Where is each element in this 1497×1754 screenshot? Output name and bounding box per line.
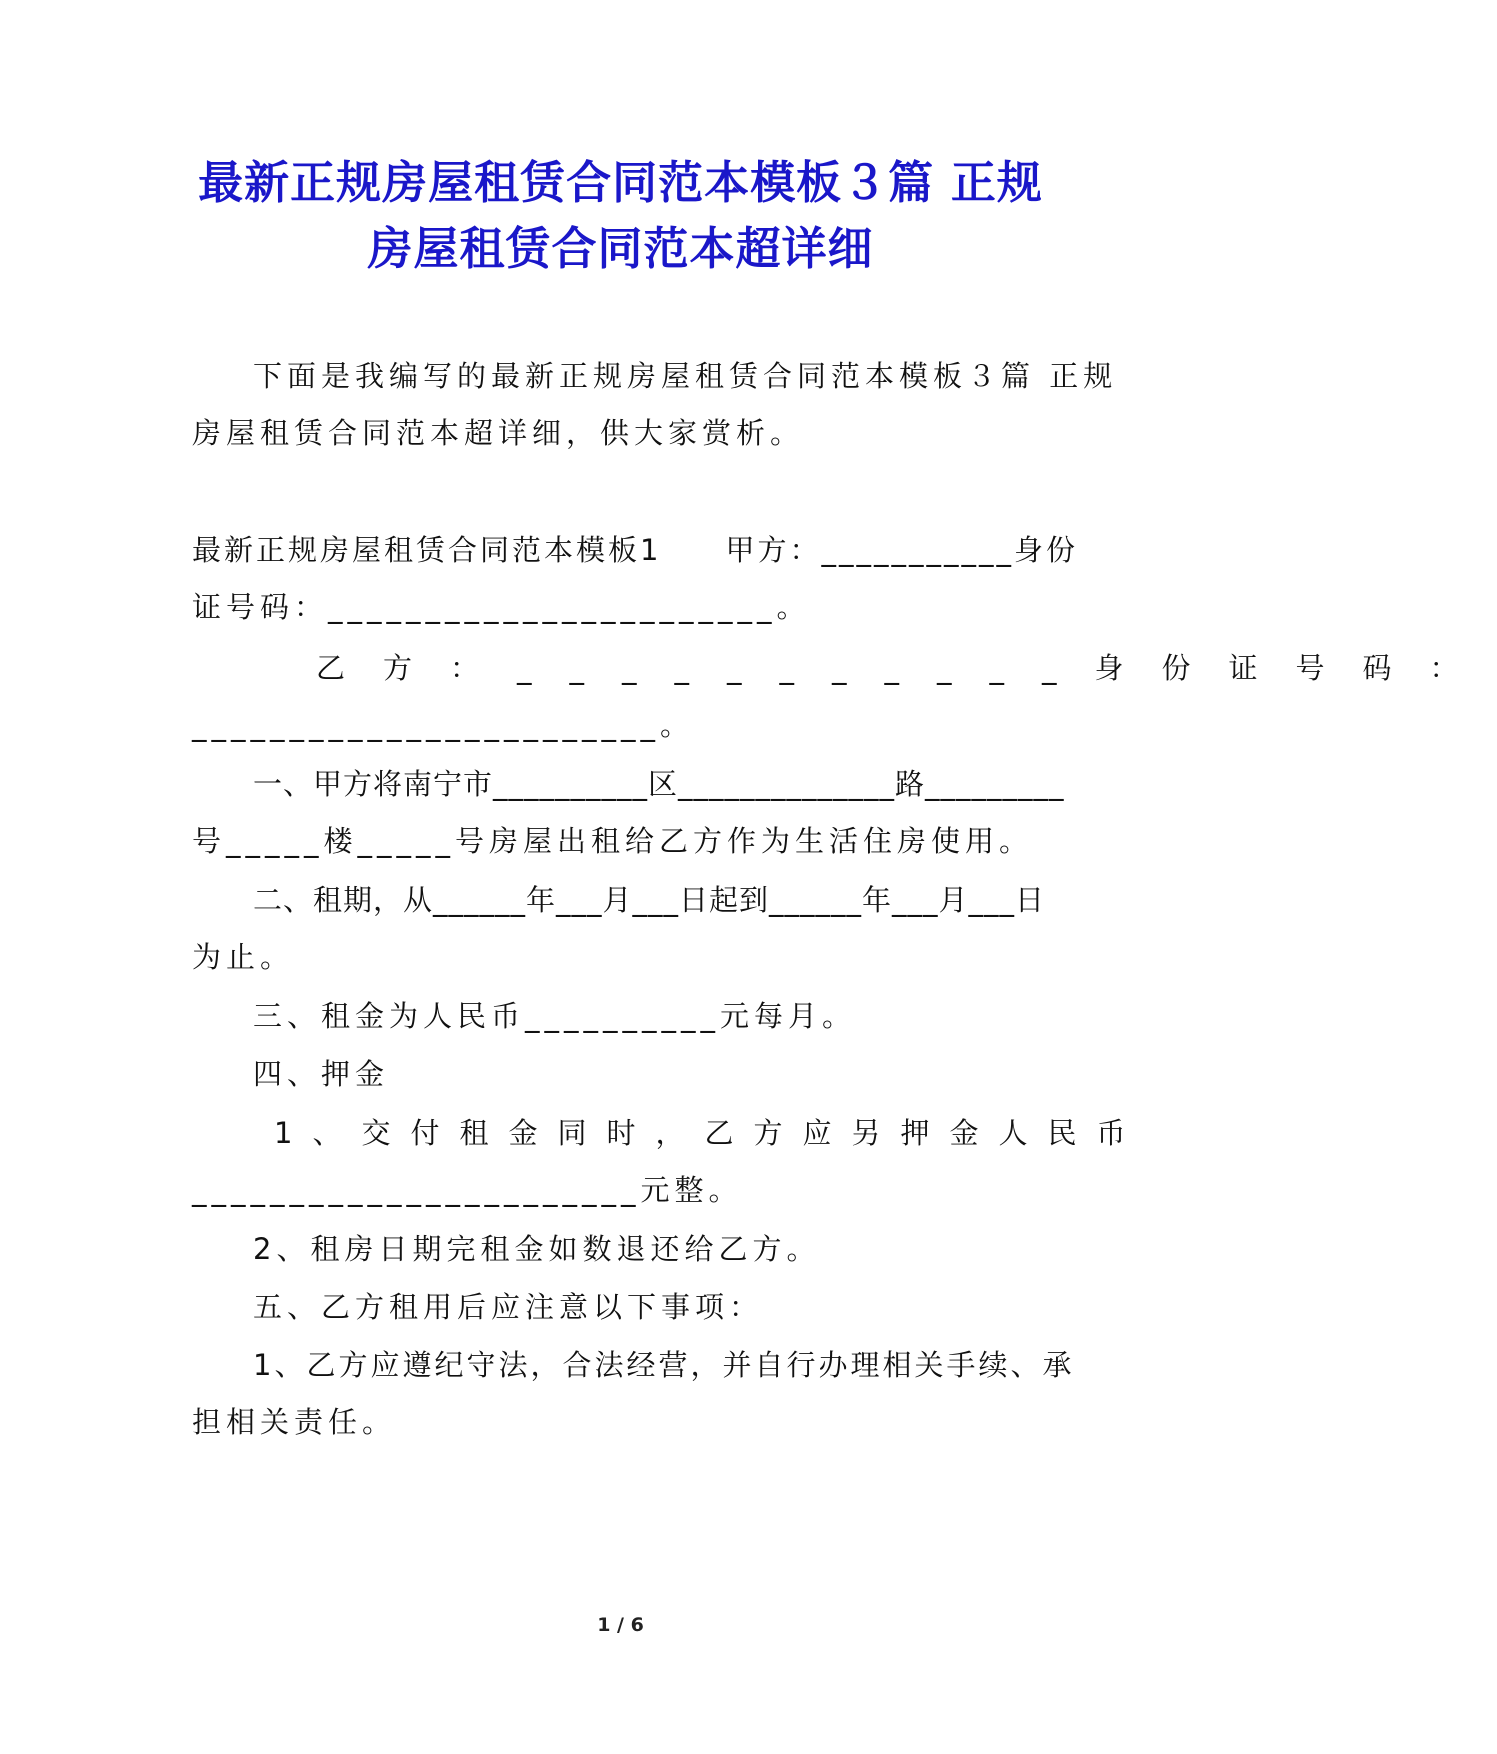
intro-line-2: 房屋租赁合同范本超详细，供大家赏析。 — [192, 416, 805, 450]
clause-2-line-1: 二、租期，从______年___月___日起到______年___月___日 — [253, 883, 1046, 917]
document-title — [180, 150, 1061, 282]
clause-5-heading: 五、乙方租用后应注意以下事项： — [253, 1290, 764, 1324]
clause-1-line-1: 一、甲方将南宁市__________区______________路_________ — [253, 767, 1065, 801]
clause-5-item-1-line-2: 担相关责任。 — [192, 1405, 397, 1439]
title-line-1: 最新正规房屋租赁合同范本模板３篇 正规 — [198, 156, 1043, 209]
clause-2-line-2: 为止。 — [192, 940, 295, 974]
clause-1-line-2: 号_____楼_____号房屋出租给乙方作为生活住房使用。 — [192, 824, 1034, 858]
template-1-party-a-line-2: 证号码：_______________________。 — [192, 590, 811, 624]
clause-4-item-2: 2、租房日期完租金如数退还给乙方。 — [253, 1232, 821, 1266]
party-b-line-2: ________________________。 — [192, 708, 695, 742]
page-number: 1 / 6 — [597, 1614, 644, 1636]
clause-4-item-1-line-1: 1、交付租金同时，乙方应另押金人民币 — [274, 1116, 1146, 1150]
title-line-2: 房屋租赁合同范本超详细 — [367, 222, 874, 275]
clause-3-line: 三、租金为人民币__________元每月。 — [253, 999, 857, 1033]
clause-4-heading: 四、押金 — [253, 1057, 390, 1091]
party-b-line-1: 乙方：___________身份证号码： — [316, 651, 1497, 685]
clause-5-item-1-line-1: 1、乙方应遵纪守法，合法经营，并自行办理相关手续、承 — [253, 1348, 1075, 1382]
clause-4-item-1-line-2: _______________________元整。 — [192, 1173, 743, 1207]
template-1-party-a-line-1: 最新正规房屋租赁合同范本模板1 甲方：___________身份 — [192, 533, 1078, 567]
intro-line-1: 下面是我编写的最新正规房屋租赁合同范本模板３篇 正规 — [253, 359, 1118, 393]
